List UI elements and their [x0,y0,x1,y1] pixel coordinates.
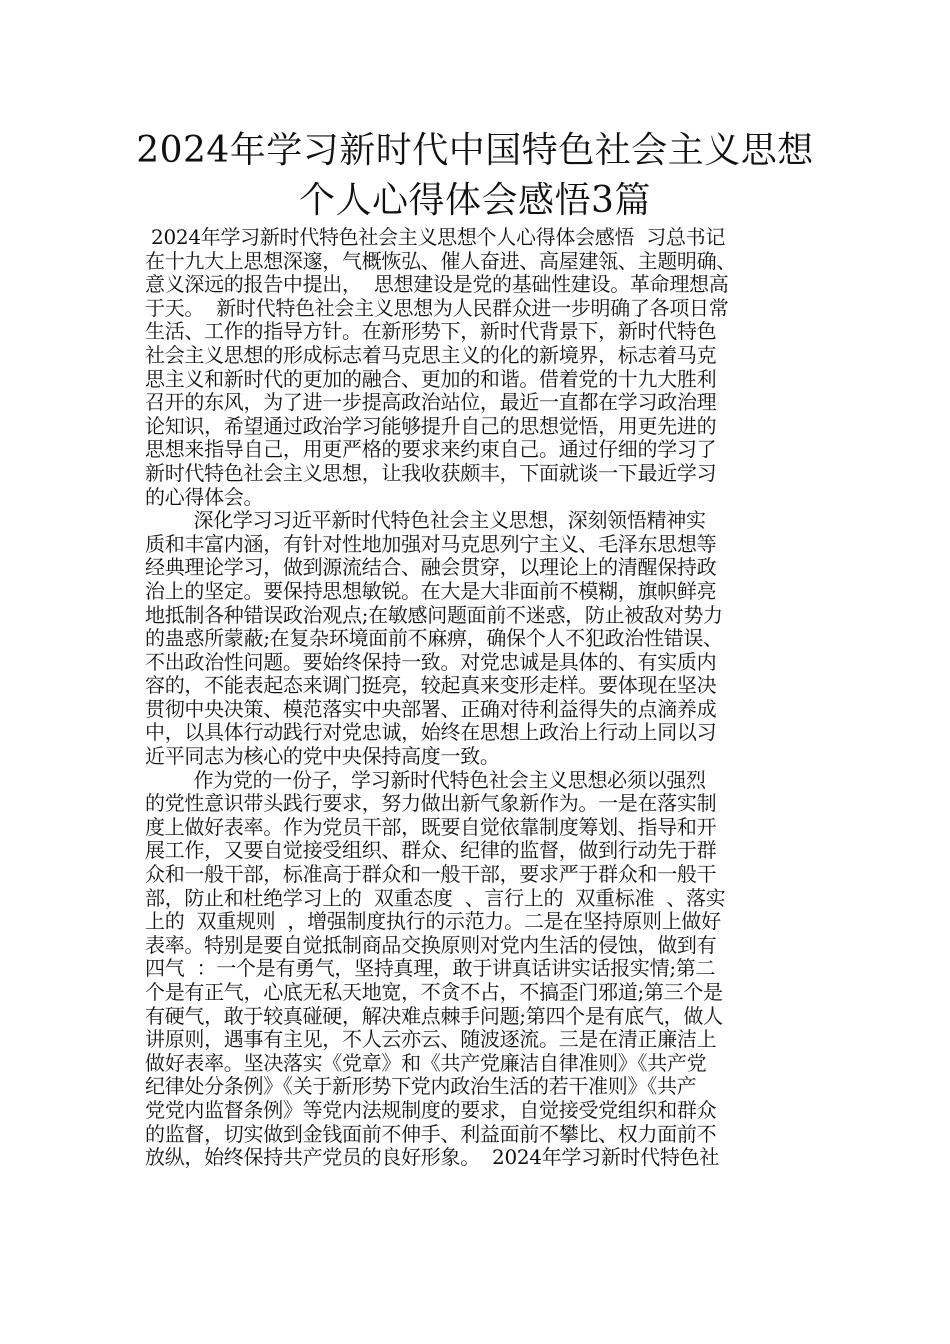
text-line: 容的，不能表起态来调门挺亮，较起真来变形走样。要体现在坚决 [145,673,717,698]
text-line: 展工作，又要自觉接受组织、群众、纪律的监督，做到行动先于群 [145,838,717,863]
text-line: 四气 ：一个是有勇气，坚持真理，敢于讲真话讲实话报实情;第二 [145,956,716,981]
text-line: 表率。特别是要自觉抵制商品交换原则对党内生活的侵蚀，做到有 [145,932,717,957]
text-line: 的蛊惑所蒙蔽;在复杂环境面前不麻痹，确保个人不犯政治性错误、 [145,626,723,651]
text-line: 的党性意识带头践行要求，努力做出新气象新作为。一是在落实制 [145,791,717,816]
text-line: 思主义和新时代的更加的融合、更加的和谐。借着党的十九大胜利 [145,366,717,391]
text-line: 度上做好表率。作为党员干部，既要自觉依靠制度筹划、指导和开 [145,814,717,839]
text-line: 部，防止和杜绝学习上的 双重态度 、言行上的 双重标准 、落实 [145,885,726,910]
text-line: 思想来指导自己，用更严格的要求来约束自己。通过仔细的学习了 [145,437,717,462]
text-line: 论知识，希望通过政治学习能够提升自己的思想觉悟，用更先进的 [145,413,717,438]
paragraph-1 [145,226,815,509]
text-line: 经典理论学习，做到源流结合、融会贯穿，以理论上的清醒保持政 [145,555,717,580]
title-line-2: 个人心得体会感悟3篇 [299,180,651,221]
text-line: 纪律处分条例》《关于新形势下党内政治生活的若干准则》《共产 [145,1074,697,1099]
paragraph-3 [145,769,815,1170]
text-line: 2024年学习新时代特色社会主义思想个人心得体会感悟 习总书记 [145,225,726,249]
text-line: 于天。 新时代特色社会主义思想为人民群众进一步明确了各项日常 [145,295,729,320]
text-line: 个是有正气，心底无私天地宽，不贪不占，不搞歪门邪道;第三个是 [145,980,723,1004]
text-line: 的心得体会。 [145,484,264,509]
text-line: 做好表率。坚决落实《党章》和《共产党廉洁自律准则》《共产党 [145,1050,707,1075]
text-line: 讲原则，遇事有主见，不人云亦云、随波逐流。三是在清正廉洁上 [145,1027,717,1052]
text-line: 深化学习习近平新时代特色社会主义思想，深刻领悟精神实 [145,508,706,533]
title-line-1: 2024年学习新时代中国特色社会主义思想 [136,130,814,171]
text-line: 地抵制各种错误政治观点;在敏感问题面前不迷惑，防止被敌对势力 [145,602,723,627]
text-line: 召开的东风，为了进一步提高政治站位，最近一直都在学习政治理 [145,390,717,415]
text-line: 在十九大上思想深邃，气概恢弘、催人奋进、高屋建瓴、主题明确、 [145,248,736,273]
text-line: 社会主义思想的形成标志着马克思主义的化的新境界，标志着马克 [145,342,717,367]
text-line: 的监督，切实做到金钱面前不伸手、利益面前不攀比、权力面前不 [145,1121,717,1146]
text-line: 新时代特色社会主义思想，让我收获颇丰，下面就谈一下最近学习 [145,460,717,485]
text-line: 放纵，始终保持共产党员的良好形象。 2024年学习新时代特色社 [145,1145,720,1170]
document-title [0,126,950,226]
text-line: 党党内监督条例》等党内法规制度的要求，自觉接受党组织和群众 [145,1097,717,1122]
text-line: 众和一般干部，标准高于群众和一般干部，要求严于群众和一般干 [145,862,717,887]
text-line: 中，以具体行动践行对党忠诚，始终在思想上政治上行动上同以习 [145,720,717,745]
text-line: 生活、工作的指导方针。在新形势下，新时代背景下，新时代特色 [145,319,717,344]
text-line: 有硬气，敢于较真碰硬，解决难点棘手问题;第四个是有底气，做人 [145,1003,723,1028]
text-line: 不出政治性问题。要始终保持一致。对党忠诚是具体的、有实质内 [145,649,717,674]
document-body [145,226,815,1170]
text-line: 近平同志为核心的党中央保持高度一致。 [145,744,500,769]
paragraph-2 [145,509,815,769]
text-line: 上的 双重规则 ，增强制度执行的示范力。二是在坚持原则上做好 [145,909,721,934]
text-line: 治上的坚定。要保持思想敏锐。在大是大非面前不模糊，旗帜鲜亮 [145,578,717,603]
text-line: 作为党的一份子，学习新时代特色社会主义思想必须以强烈 [145,767,706,792]
text-line: 贯彻中央决策、模范落实中央部署、正确对待利益得失的点滴养成 [145,696,717,721]
text-line: 意义深远的报告中提出， 思想建设是党的基础性建设。革命理想高 [145,272,729,297]
text-line: 质和丰富内涵，有针对性地加强对马克思列宁主义、毛泽东思想等 [145,531,717,556]
